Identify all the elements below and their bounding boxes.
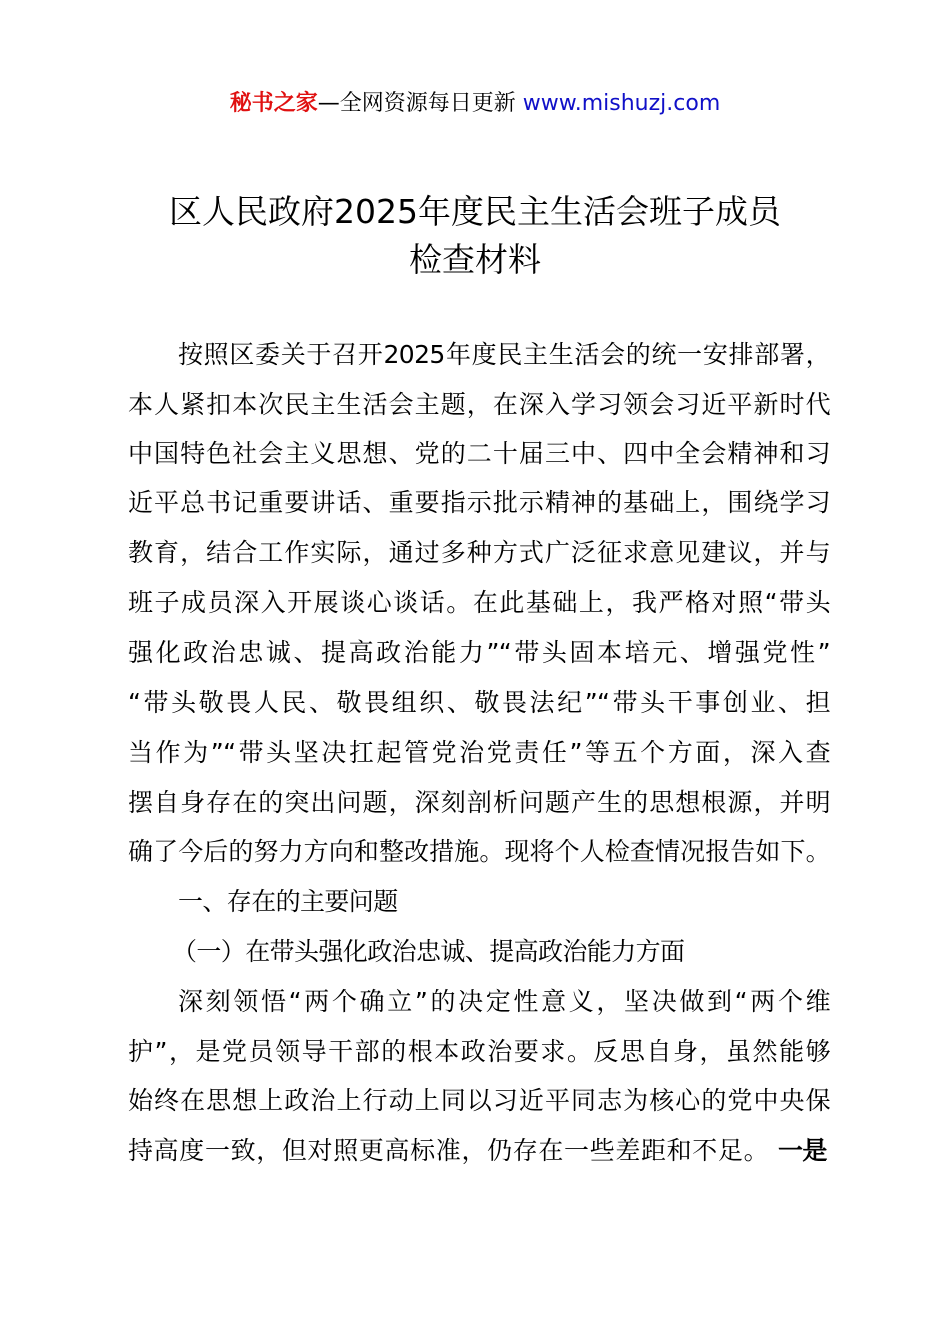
text-line: 护”，是党员领导干部的根本政治要求。反思自身，虽然能够	[128, 1037, 830, 1066]
brand-name: 秘书之家	[229, 91, 318, 116]
text-line: 强化政治忠诚、提高政治能力”“带头固本培元、增强党性”	[128, 638, 830, 667]
text-line: 近平总书记重要讲话、重要指示批示精神的基础上，围绕学习	[128, 488, 830, 517]
text-line: 始终在思想上政治上行动上同以习近平同志为核心的党中央保	[128, 1086, 830, 1115]
text-line: 中国特色社会主义思想、党的二十届三中、四中全会精神和习	[128, 439, 830, 468]
header-slogan: —全网资源每日更新	[317, 91, 516, 116]
text-line: 本人紧扣本次民主生活会主题，在深入学习领会习近平新时代	[128, 390, 830, 419]
site-url-link[interactable]: www.mishuzj.com	[522, 91, 721, 116]
text-line: 持高度一致，但对照更高标准，仍存在一些差距和不足。	[128, 1136, 768, 1165]
text-line: 班子成员深入开展谈心谈话。在此基础上，我严格对照“带头	[128, 588, 830, 617]
bold-lead-text: 一是	[778, 1136, 827, 1165]
text-line: 确了今后的努力方向和整改措施。现将个人检查情况报告如下。	[128, 837, 830, 866]
text-line: 教育，结合工作实际，通过多种方式广泛征求意见建议，并与	[128, 538, 830, 567]
text-line: 当作为”“带头坚决扛起管党治党责任”等五个方面，深入查	[128, 738, 830, 767]
text-line: “带头敬畏人民、敬畏组织、敬畏法纪”“带头干事创业、担	[128, 688, 830, 717]
text-line: 摆自身存在的突出问题，深刻剖析问题产生的思想根源，并明	[128, 788, 830, 817]
text-line: 深刻领悟“两个确立”的决定性意义，坚决做到“两个维	[178, 987, 830, 1016]
document-title-line-1: 区人民政府2025年度民主生活会班子成员	[169, 192, 781, 231]
section-heading: 一、存在的主要问题	[178, 887, 398, 916]
subsection-heading: （一）在带头强化政治忠诚、提高政治能力方面	[172, 937, 685, 966]
document-title-line-2: 检查材料	[409, 240, 541, 279]
text-line: 按照区委关于召开2025年度民主生活会的统一安排部署，	[178, 340, 830, 369]
site-header	[0, 86, 950, 122]
